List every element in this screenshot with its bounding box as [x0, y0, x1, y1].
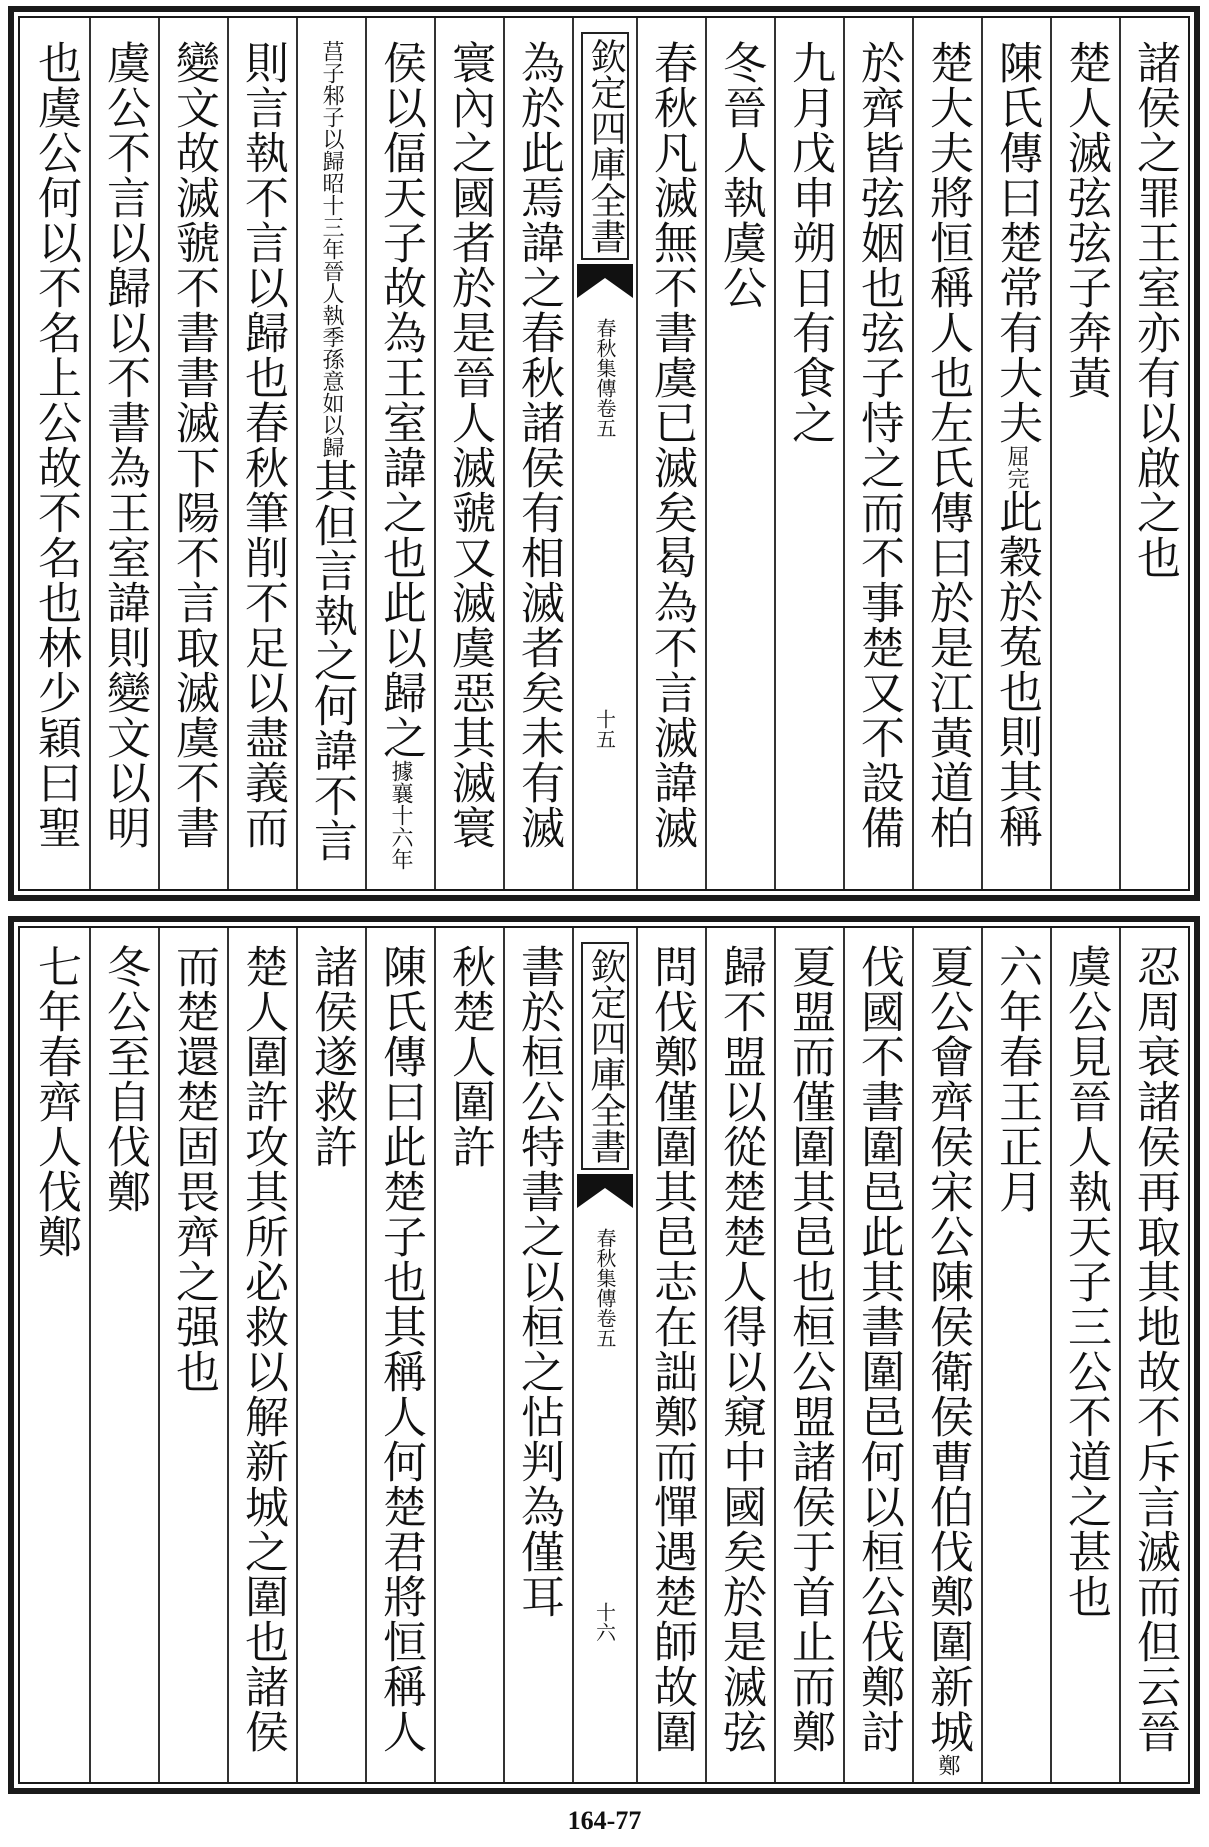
column-text: 問伐鄭僅圍其邑志在詘鄭而憚遇楚師故圍 [646, 944, 697, 1754]
volume-label: 卷五 [593, 398, 617, 438]
text-column [636, 928, 705, 1782]
column-text: 而楚還楚固畏齊之强也 [168, 944, 219, 1394]
column-text: 楚大夫將恒稱人也左氏傳曰於是江黃道柏 [922, 40, 973, 850]
column-text: 寰內之國者於是晉人滅虢又滅虞惡其滅寰 [444, 40, 495, 850]
column-text: 秋楚人圍許 [444, 944, 495, 1169]
text-column [227, 18, 296, 889]
text-column [912, 928, 981, 1782]
column-text: 陳氏傳曰此楚子也其稱人何楚君將恒稱人 [375, 944, 426, 1754]
column-text: 也虞公何以不名上公故不名也林少穎曰聖 [30, 40, 81, 850]
column-text: 虞公不言以歸以不書為王室諱則變文以明 [99, 40, 150, 850]
text-column [89, 18, 158, 889]
text-column [503, 928, 572, 1782]
text-column [158, 18, 227, 889]
text-column [1050, 928, 1119, 1782]
bottom-inner-border [18, 926, 1190, 1784]
book-name: 春秋集傳 [593, 1228, 617, 1308]
text-column [89, 928, 158, 1782]
text-column [912, 18, 981, 889]
text-column [636, 18, 705, 889]
column-text: 六年春王正月 [991, 944, 1042, 1214]
column-text: 楚人滅弦弦子奔黃 [1060, 40, 1111, 400]
text-column [227, 928, 296, 1782]
column-text: 諸侯遂救許 [306, 944, 357, 1169]
book-name: 春秋集傳 [593, 318, 617, 398]
text-column [843, 928, 912, 1782]
column-text: 此穀於菟也則其稱 [991, 489, 1042, 849]
column-text: 伐國不書圍邑此其書圍邑何以桓公伐鄭討 [853, 944, 904, 1754]
text-column [158, 928, 227, 1782]
text-column [20, 18, 89, 889]
text-column [434, 928, 503, 1782]
text-column [434, 18, 503, 889]
text-column [365, 928, 434, 1782]
text-column [705, 928, 774, 1782]
column-text: 虞公見晉人執天子三公不道之甚也 [1060, 944, 1111, 1619]
center-fold-margin [572, 18, 636, 889]
annotation-note: 莒子邾子以歸昭十三年晉人執季孫意如以歸 [319, 40, 344, 458]
column-text: 冬晉人執虞公 [715, 40, 766, 310]
book-title-block [593, 318, 617, 438]
folio-number: 十六 [592, 1602, 617, 1642]
top-inner-border [18, 16, 1190, 891]
annotation-note: 據襄十六年 [388, 760, 413, 870]
top-columns [20, 18, 1188, 889]
column-text: 諸侯之罪王室亦有以啟之也 [1129, 40, 1180, 580]
column-text: 歸不盟以從楚楚人得以窺中國矣於是滅弦 [715, 944, 766, 1754]
fishtail-mark-icon [577, 264, 633, 298]
annotation-note: 屈完 [1004, 445, 1029, 489]
book-title-block [593, 1228, 617, 1348]
column-text: 夏公會齊侯宋公陳侯衛侯曹伯伐鄭圍新城 [922, 944, 973, 1754]
folio-number: 十五 [592, 709, 617, 749]
column-text: 忍周衰諸侯再取其地故不斥言滅而但云晉 [1129, 944, 1180, 1754]
column-text: 陳氏傳曰楚常有大夫 [991, 40, 1042, 445]
top-page-panel [8, 6, 1200, 901]
column-text: 夏盟而僅圍其邑也桓公盟諸侯于首止而鄭 [784, 944, 835, 1754]
text-column [981, 928, 1050, 1782]
fishtail-mark-icon [577, 1174, 633, 1208]
column-text: 書於桓公特書之以桓之怗判為僅耳 [513, 944, 564, 1619]
bottom-columns [20, 928, 1188, 1782]
column-text: 七年春齊人伐鄭 [30, 944, 81, 1259]
column-text: 九月戊申朔日有食之 [784, 40, 835, 445]
book-series-title: 欽定四庫全書 [581, 32, 629, 260]
column-text: 春秋凡滅無不書虞已滅矣曷為不言滅諱滅 [646, 40, 697, 850]
text-column [774, 928, 843, 1782]
text-column [1119, 928, 1188, 1782]
column-text: 冬公至自伐鄭 [99, 944, 150, 1214]
column-text: 侯以偪天子故為王室諱之也此以歸之 [375, 40, 426, 760]
text-column [503, 18, 572, 889]
text-column [1119, 18, 1188, 889]
annotation-note: 鄭 [935, 1754, 960, 1776]
bottom-page-panel [8, 916, 1200, 1794]
text-column [296, 928, 365, 1782]
book-series-title: 欽定四庫全書 [581, 942, 629, 1170]
text-column [1050, 18, 1119, 889]
text-column [365, 18, 434, 889]
text-column [774, 18, 843, 889]
column-text: 為於此焉諱之春秋諸侯有相滅者矣未有滅 [513, 40, 564, 850]
text-column [843, 18, 912, 889]
center-fold-margin [572, 928, 636, 1782]
column-text: 變文故滅虢不書書滅下陽不言取滅虞不書 [168, 40, 219, 850]
column-text: 於齊皆弦姻也弦子恃之而不事楚又不設備 [853, 40, 904, 850]
text-column [296, 18, 365, 889]
volume-label: 卷五 [593, 1308, 617, 1348]
column-text: 其但言執之何諱不言 [306, 458, 357, 863]
text-column [20, 928, 89, 1782]
column-text: 則言執不言以歸也春秋筆削不足以盡義而 [237, 40, 288, 850]
column-text: 楚人圍許攻其所必救以解新城之圍也諸侯 [237, 944, 288, 1754]
text-column [705, 18, 774, 889]
text-column [981, 18, 1050, 889]
page-footer-label: 164-77 [567, 1806, 642, 1835]
